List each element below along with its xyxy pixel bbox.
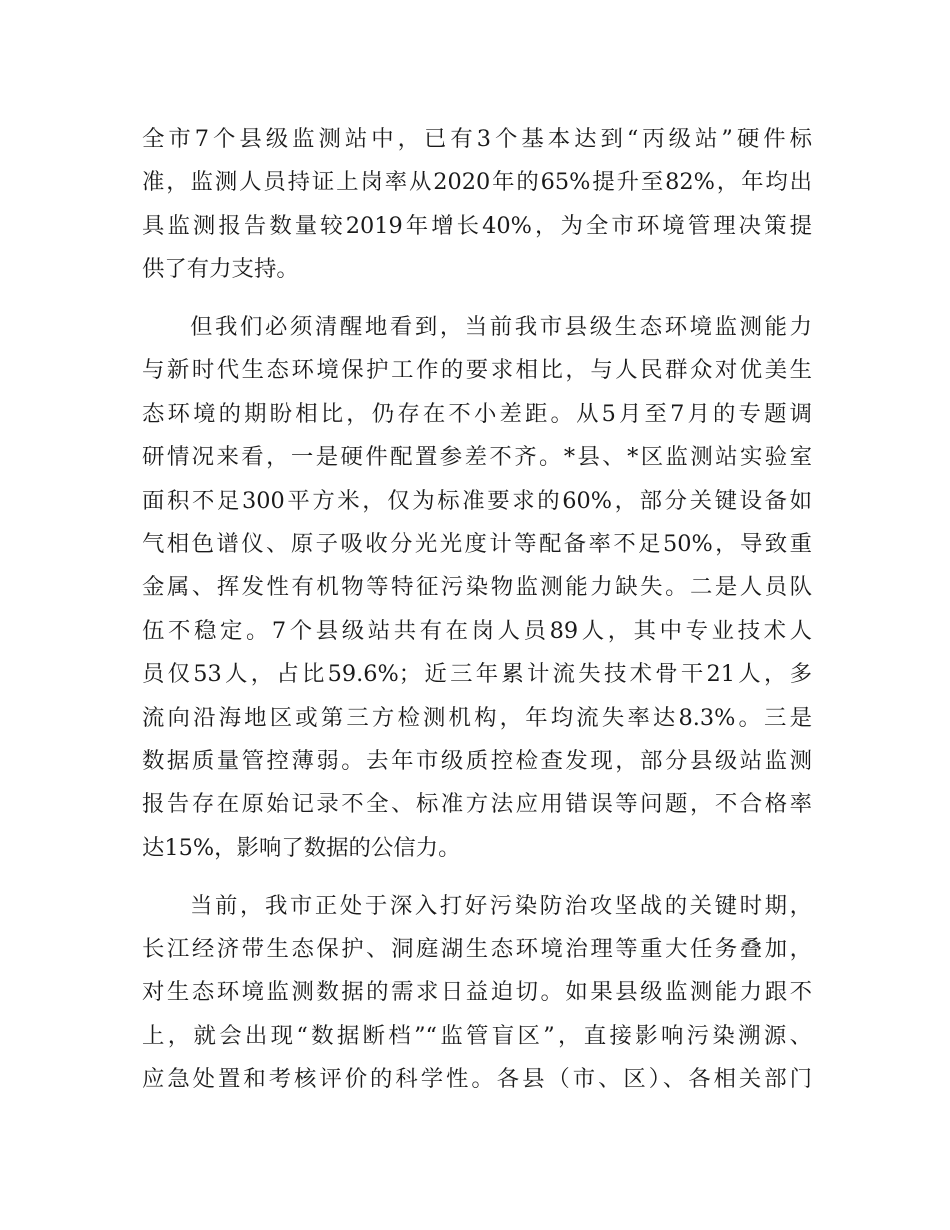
text-line: 应急处置和考核评价的科学性。各县（市、区）、各相关部门 [142, 1066, 812, 1093]
text-line: 金属、挥发性有机物等特征污染物监测能力缺失。二是人员队 [142, 574, 812, 601]
paragraph-3 [142, 885, 812, 1102]
text-line: 供了有力支持。 [142, 256, 299, 283]
text-line: 达15%，影响了数据的公信力。 [142, 834, 461, 861]
text-line: 研情况来看，一是硬件配置参差不齐。*县、*区监测站实验室 [142, 444, 812, 471]
text-line: 对生态环境监测数据的需求日益迫切。如果县级监测能力跟不 [142, 979, 812, 1006]
text-line: 上，就会出现“数据断档”“监管盲区”，直接影响污染溯源、 [142, 1022, 812, 1049]
text-line: 准，监测人员持证上岗率从2020年的65%提升至82%，年均出 [142, 169, 812, 196]
text-line: 全市7个县级监测站中，已有3个基本达到“丙级站”硬件标 [142, 126, 812, 152]
text-line: 面积不足300平方米，仅为标准要求的60%，部分关键设备如 [142, 487, 812, 514]
paragraph-2 [142, 306, 812, 870]
text-line: 员仅53人，占比59.6%；近三年累计流失技术骨干21人，多 [142, 661, 812, 688]
text-line: 流向沿海地区或第三方检测机构，年均流失率达8.3%。三是 [142, 704, 812, 731]
text-line: 具监测报告数量较2019年增长40%，为全市环境管理决策提 [142, 212, 812, 239]
text-line: 态环境的期盼相比，仍存在不小差距。从5月至7月的专题调 [142, 400, 812, 427]
text-line: 伍不稳定。7个县级站共有在岗人员89人，其中专业技术人 [142, 617, 812, 644]
text-line: 但我们必须清醒地看到，当前我市县级生态环境监测能力 [190, 314, 812, 341]
paragraph-1 [142, 118, 812, 292]
text-line: 报告存在原始记录不全、标准方法应用错误等问题，不合格率 [142, 791, 812, 818]
text-line: 长江经济带生态保护、洞庭湖生态环境治理等重大任务叠加， [142, 936, 812, 963]
text-line: 当前，我市正处于深入打好污染防治攻坚战的关键时期， [190, 892, 812, 919]
document-body [142, 118, 812, 1102]
text-line: 数据质量管控薄弱。去年市级质控检查发现，部分县级站监测 [142, 747, 812, 774]
text-line: 气相色谱仪、原子吸收分光光度计等配备率不足50%，导致重 [142, 531, 812, 558]
text-line: 与新时代生态环境保护工作的要求相比，与人民群众对优美生 [142, 357, 812, 384]
